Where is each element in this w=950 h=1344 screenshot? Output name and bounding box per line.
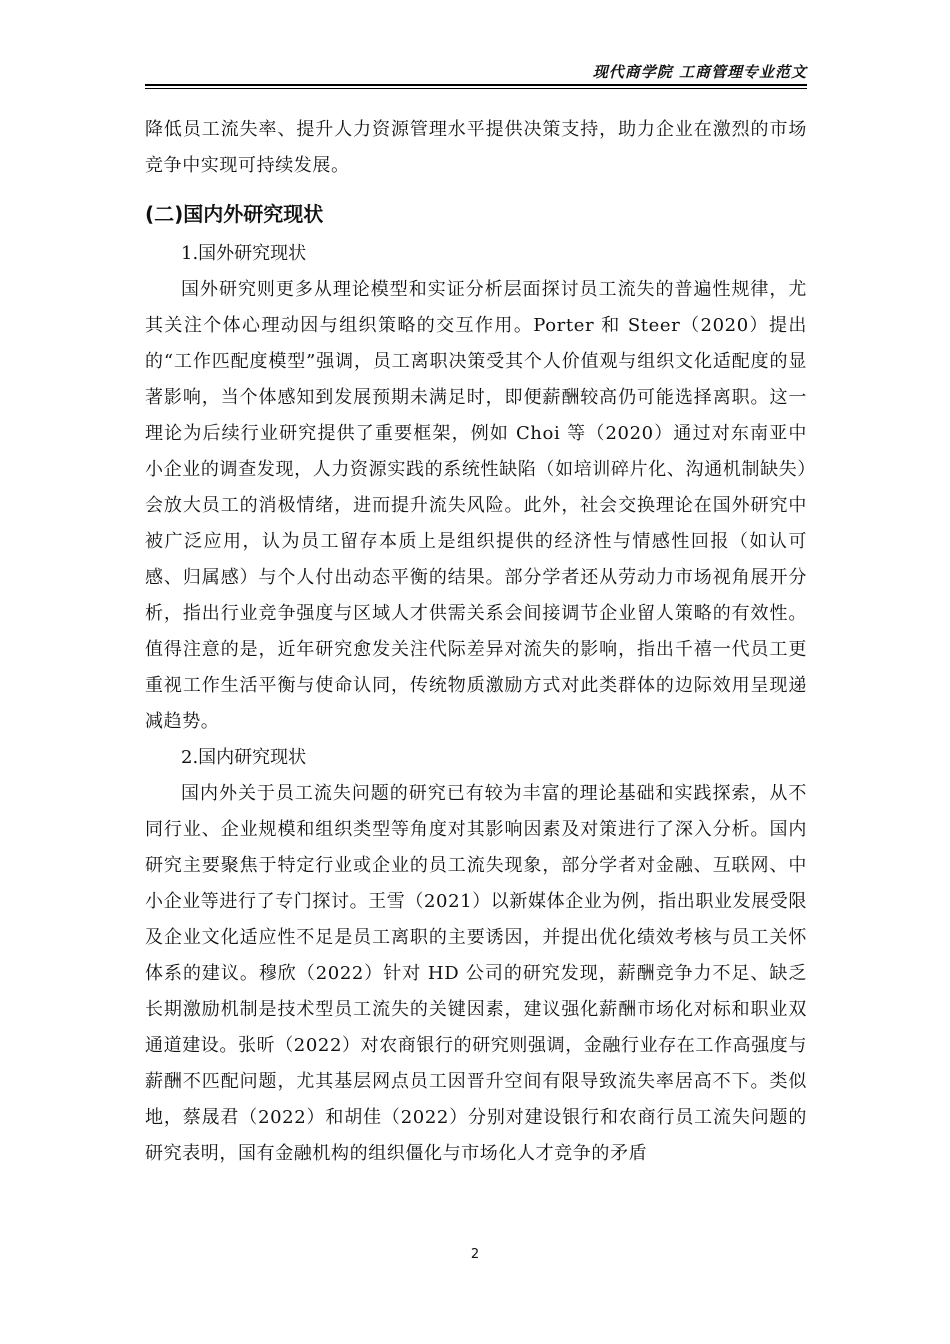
page-header [145,62,807,88]
page-number: 2 [470,1247,480,1262]
header-title: 现代商学院 工商管理专业范文 [592,63,807,81]
document-body [145,112,807,1172]
foreign-research-paragraph: 国外研究则更多从理论模型和实证分析层面探讨员工流失的普遍性规律，尤其关注个体心理动因与组织策略的交互作用。Porter 和 Steer（2020）提出的“工作匹配度模型”强调，员工离职决策受其个人价值观与组织文化适配度的显著影响，当个体感知到发展预期未满足时，即便薪酬较高仍可能选择离职。这一理论为后续行业研究提供了重要框架，例如 Choi 等（2020）通过对东南亚中小企业的调查发现，人力资源实践的系统性缺陷（如培训碎片化、沟通机制缺失）会放大员工的消极情绪，进而提升流失风险。此外，社会交换理论在国外研究中被广泛应用，认为员工留存本质上是组织提供的经济性与情感性回报（如认可感、归属感）与个人付出动态平衡的结果。部分学者还从劳动力市场视角展开分析，指出行业竞争强度与区域人才供需关系会间接调节企业留人策略的有效性。值得注意的是，近年研究愈发关注代际差异对流失的影响，指出千禧一代员工更重视工作生活平衡与使命认同，传统物质激励方式对此类群体的边际效用呈现递减趋势。 [145,279,807,732]
header-rule-thick [145,84,807,86]
section-heading: (二)国内外研究现状 [145,202,324,226]
foreign-research-heading: 1.国外研究现状 [181,243,307,264]
intro-continuation-paragraph: 降低员工流失率、提升人力资源管理水平提供决策支持，助力企业在激烈的市场竞争中实现可持续发展。 [145,119,807,176]
domestic-research-heading: 2.国内研究现状 [181,747,307,768]
domestic-research-paragraph: 国内外关于员工流失问题的研究已有较为丰富的理论基础和实践探索，从不同行业、企业规模和组织类型等角度对其影响因素及对策进行了深入分析。国内研究主要聚焦于特定行业或企业的员工流失现象，部分学者对金融、互联网、中小企业等进行了专门探讨。王雪（2021）以新媒体企业为例，指出职业发展受限及企业文化适应性不足是员工离职的主要诱因，并提出优化绩效考核与员工关怀体系的建议。穆欣（2022）针对 HD 公司的研究发现，薪酬竞争力不足、缺乏长期激励机制是技术型员工流失的关键因素，建议强化薪酬市场化对标和职业双通道建设。张昕（2022）对农商银行的研究则强调，金融行业存在工作高强度与薪酬不匹配问题，尤其基层网点员工因晋升空间有限导致流失率居高不下。类似地，蔡晟君（2022）和胡佳（2022）分别对建设银行和农商行员工流失问题的研究表明，国有金融机构的组织僵化与市场化人才竞争的矛盾 [145,783,808,1164]
header-rule-thin [145,88,807,89]
